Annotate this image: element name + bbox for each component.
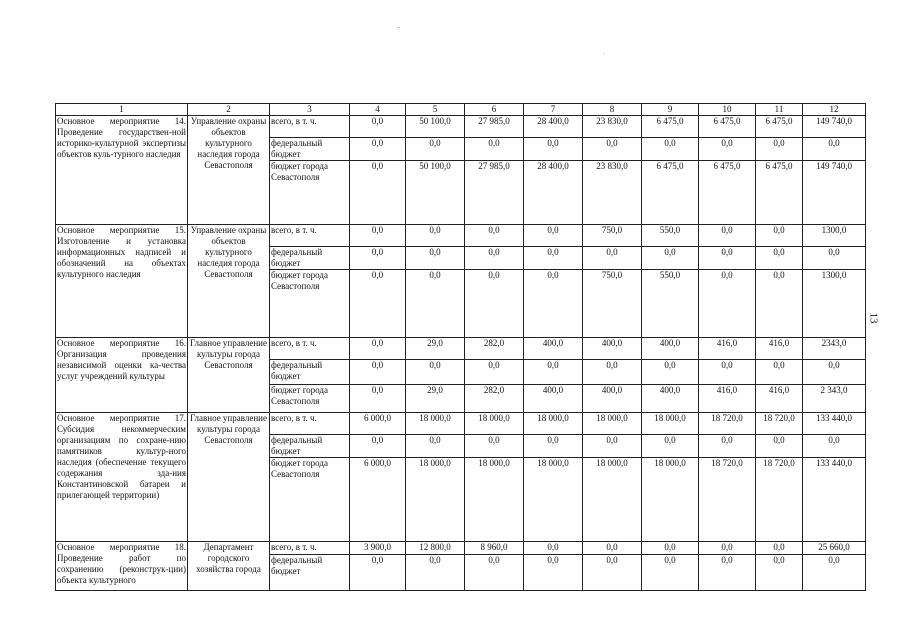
amount-cell: 0,0 — [524, 555, 583, 591]
amount-cell: 0,0 — [642, 360, 699, 385]
activity-cell: Основное мероприятие 14. Проведение государствен-ной историко-культурной экспертизы объектов куль-турного наследия — [56, 116, 188, 225]
amount-cell: 0,0 — [756, 542, 803, 555]
amount-cell: 416,0 — [699, 338, 756, 360]
activity-cell: Основное мероприятие 18. Проведение работ по сохранению (реконструк-ции) объекта культурного — [56, 542, 188, 591]
amount-cell: 18 000,0 — [642, 458, 699, 542]
amount-cell: 0,0 — [465, 270, 524, 338]
amount-cell: 50 100,0 — [406, 161, 465, 225]
amount-cell: 400,0 — [583, 385, 642, 413]
amount-cell: 18 000,0 — [524, 413, 583, 435]
executor-cell: Главное управление культуры города Севастополя — [188, 413, 270, 542]
funding-source-cell: всего, в т. ч. — [270, 225, 350, 247]
amount-cell: 6 475,0 — [642, 116, 699, 138]
amount-cell: 149 740,0 — [803, 161, 866, 225]
amount-cell: 0,0 — [465, 225, 524, 247]
header-cell: 5 — [406, 104, 465, 116]
table-row — [56, 225, 866, 247]
amount-cell: 0,0 — [465, 360, 524, 385]
amount-cell: 282,0 — [465, 385, 524, 413]
amount-cell: 2 343,0 — [803, 385, 866, 413]
amount-cell: 6 475,0 — [699, 161, 756, 225]
amount-cell: 1300,0 — [803, 270, 866, 338]
header-cell: 12 — [803, 104, 866, 116]
table-body — [56, 104, 866, 591]
amount-cell: 18 000,0 — [524, 458, 583, 542]
funding-source-cell: федеральный бюджет — [270, 555, 350, 591]
amount-cell: 0,0 — [350, 385, 406, 413]
amount-cell: 18 000,0 — [406, 458, 465, 542]
amount-cell: 0,0 — [524, 360, 583, 385]
header-cell: 8 — [583, 104, 642, 116]
amount-cell: 0,0 — [350, 225, 406, 247]
amount-cell: 18 720,0 — [699, 413, 756, 435]
activity-cell: Основное мероприятие 15. Изготовление и установка информационных надписей и обозначений на объектах культурного наследия — [56, 225, 188, 338]
funding-source-cell: федеральный бюджет — [270, 138, 350, 161]
amount-cell: 0,0 — [699, 270, 756, 338]
amount-cell: 400,0 — [642, 338, 699, 360]
amount-cell: 0,0 — [350, 435, 406, 458]
amount-cell: 416,0 — [699, 385, 756, 413]
amount-cell: 750,0 — [583, 270, 642, 338]
header-cell: 10 — [699, 104, 756, 116]
amount-cell: 18 720,0 — [756, 413, 803, 435]
amount-cell: 27 985,0 — [465, 116, 524, 138]
amount-cell: 0,0 — [350, 555, 406, 591]
amount-cell: 0,0 — [642, 138, 699, 161]
amount-cell: 0,0 — [699, 247, 756, 270]
amount-cell: 0,0 — [350, 161, 406, 225]
funding-source-cell: всего, в т. ч. — [270, 413, 350, 435]
amount-cell: 0,0 — [524, 225, 583, 247]
amount-cell: 0,0 — [699, 435, 756, 458]
amount-cell: 12 800,0 — [406, 542, 465, 555]
amount-cell: 750,0 — [583, 225, 642, 247]
activity-cell: Основное мероприятие 17. Субсидия некоммерческим организациям по сохране-нию памятников культур-ного наследия (обеспечение текущего содержания зда-ния Константиновской батареи и прилегающей территории) — [56, 413, 188, 542]
amount-cell: 0,0 — [350, 338, 406, 360]
scan-speck — [604, 53, 605, 54]
amount-cell: 0,0 — [699, 138, 756, 161]
amount-cell: 0,0 — [756, 247, 803, 270]
amount-cell: 18 000,0 — [406, 413, 465, 435]
amount-cell: 0,0 — [756, 225, 803, 247]
table-row — [56, 413, 866, 435]
table-row — [56, 338, 866, 360]
amount-cell: 0,0 — [350, 116, 406, 138]
amount-cell: 0,0 — [406, 247, 465, 270]
amount-cell: 416,0 — [756, 338, 803, 360]
funding-source-cell: всего, в т. ч. — [270, 338, 350, 360]
amount-cell: 0,0 — [406, 555, 465, 591]
header-cell: 7 — [524, 104, 583, 116]
amount-cell: 0,0 — [699, 542, 756, 555]
funding-source-cell: бюджет города Севастополя — [270, 385, 350, 413]
amount-cell: 23 830,0 — [583, 116, 642, 138]
amount-cell: 0,0 — [524, 138, 583, 161]
amount-cell: 0,0 — [803, 138, 866, 161]
header-cell: 2 — [188, 104, 270, 116]
amount-cell: 0,0 — [583, 555, 642, 591]
amount-cell: 416,0 — [756, 385, 803, 413]
funding-source-cell: федеральный бюджет — [270, 435, 350, 458]
amount-cell: 0,0 — [583, 247, 642, 270]
amount-cell: 0,0 — [756, 435, 803, 458]
amount-cell: 50 100,0 — [406, 116, 465, 138]
executor-cell: Управление охраны объектов культурного наследия города Севастополя — [188, 225, 270, 338]
executor-cell: Управление охраны объектов культурного наследия города Севастополя — [188, 116, 270, 225]
header-row — [56, 104, 866, 116]
amount-cell: 0,0 — [583, 435, 642, 458]
amount-cell: 0,0 — [803, 555, 866, 591]
amount-cell: 0,0 — [524, 435, 583, 458]
amount-cell: 0,0 — [350, 138, 406, 161]
amount-cell: 0,0 — [350, 360, 406, 385]
amount-cell: 0,0 — [583, 542, 642, 555]
amount-cell: 0,0 — [699, 555, 756, 591]
funding-source-cell: всего, в т. ч. — [270, 116, 350, 138]
amount-cell: 0,0 — [699, 360, 756, 385]
amount-cell: 6 475,0 — [756, 161, 803, 225]
amount-cell: 0,0 — [406, 270, 465, 338]
amount-cell: 0,0 — [465, 435, 524, 458]
header-cell: 6 — [465, 104, 524, 116]
amount-cell: 0,0 — [583, 138, 642, 161]
executor-cell: Главное управление культуры города Севастополя — [188, 338, 270, 413]
amount-cell: 0,0 — [803, 360, 866, 385]
header-cell: 4 — [350, 104, 406, 116]
funding-source-cell: бюджет города Севастополя — [270, 270, 350, 338]
amount-cell: 18 000,0 — [583, 458, 642, 542]
amount-cell: 18 720,0 — [699, 458, 756, 542]
amount-cell: 18 000,0 — [465, 413, 524, 435]
amount-cell: 0,0 — [350, 270, 406, 338]
table-row — [56, 116, 866, 138]
amount-cell: 400,0 — [642, 385, 699, 413]
amount-cell: 23 830,0 — [583, 161, 642, 225]
amount-cell: 0,0 — [583, 360, 642, 385]
amount-cell: 0,0 — [465, 555, 524, 591]
table-row — [56, 542, 866, 555]
amount-cell: 29,0 — [406, 338, 465, 360]
amount-cell: 0,0 — [756, 138, 803, 161]
amount-cell: 6 000,0 — [350, 413, 406, 435]
amount-cell: 27 985,0 — [465, 161, 524, 225]
amount-cell: 0,0 — [756, 555, 803, 591]
executor-cell: Департамент городского хозяйства города — [188, 542, 270, 591]
amount-cell: 0,0 — [465, 138, 524, 161]
amount-cell: 3 900,0 — [350, 542, 406, 555]
amount-cell: 0,0 — [756, 360, 803, 385]
amount-cell: 8 960,0 — [465, 542, 524, 555]
header-cell: 9 — [642, 104, 699, 116]
amount-cell: 18 000,0 — [465, 458, 524, 542]
amount-cell: 18 000,0 — [583, 413, 642, 435]
amount-cell: 550,0 — [642, 225, 699, 247]
amount-cell: 29,0 — [406, 385, 465, 413]
amount-cell: 1300,0 — [803, 225, 866, 247]
funding-source-cell: федеральный бюджет — [270, 247, 350, 270]
amount-cell: 0,0 — [406, 435, 465, 458]
amount-cell: 0,0 — [524, 247, 583, 270]
amount-cell: 6 475,0 — [699, 116, 756, 138]
amount-cell: 0,0 — [803, 435, 866, 458]
amount-cell: 0,0 — [642, 435, 699, 458]
amount-cell: 18 000,0 — [642, 413, 699, 435]
amount-cell: 0,0 — [803, 247, 866, 270]
amount-cell: 0,0 — [406, 225, 465, 247]
amount-cell: 550,0 — [642, 270, 699, 338]
amount-cell: 0,0 — [642, 555, 699, 591]
amount-cell: 25 660,0 — [803, 542, 866, 555]
amount-cell: 400,0 — [524, 338, 583, 360]
amount-cell: 0,0 — [465, 247, 524, 270]
amount-cell: 28 400,0 — [524, 116, 583, 138]
amount-cell: 400,0 — [524, 385, 583, 413]
amount-cell: 0,0 — [406, 360, 465, 385]
amount-cell: 0,0 — [406, 138, 465, 161]
funding-source-cell: всего, в т. ч. — [270, 542, 350, 555]
funding-source-cell: федеральный бюджет — [270, 360, 350, 385]
funding-source-cell: бюджет города Севастополя — [270, 161, 350, 225]
amount-cell: 149 740,0 — [803, 116, 866, 138]
budget-table — [55, 103, 866, 591]
amount-cell: 133 440,0 — [803, 458, 866, 542]
amount-cell: 6 475,0 — [642, 161, 699, 225]
amount-cell: 6 475,0 — [756, 116, 803, 138]
amount-cell: 0,0 — [642, 247, 699, 270]
amount-cell: 400,0 — [583, 338, 642, 360]
amount-cell: 0,0 — [524, 270, 583, 338]
amount-cell: 0,0 — [642, 542, 699, 555]
amount-cell: 0,0 — [524, 542, 583, 555]
header-cell: 1 — [56, 104, 188, 116]
header-cell: 3 — [270, 104, 350, 116]
amount-cell: 0,0 — [756, 270, 803, 338]
amount-cell: 0,0 — [350, 247, 406, 270]
amount-cell: 18 720,0 — [756, 458, 803, 542]
amount-cell: 6 000,0 — [350, 458, 406, 542]
amount-cell: 28 400,0 — [524, 161, 583, 225]
amount-cell: 133 440,0 — [803, 413, 866, 435]
scan-speck — [398, 27, 400, 28]
amount-cell: 0,0 — [699, 225, 756, 247]
activity-cell: Основное мероприятие 16. Организация проведения независимой оценки ка-чества услуг учреждений культуры — [56, 338, 188, 413]
amount-cell: 282,0 — [465, 338, 524, 360]
funding-source-cell: бюджет города Севастополя — [270, 458, 350, 542]
amount-cell: 2343,0 — [803, 338, 866, 360]
page-number: 13 — [867, 312, 880, 324]
header-cell: 11 — [756, 104, 803, 116]
